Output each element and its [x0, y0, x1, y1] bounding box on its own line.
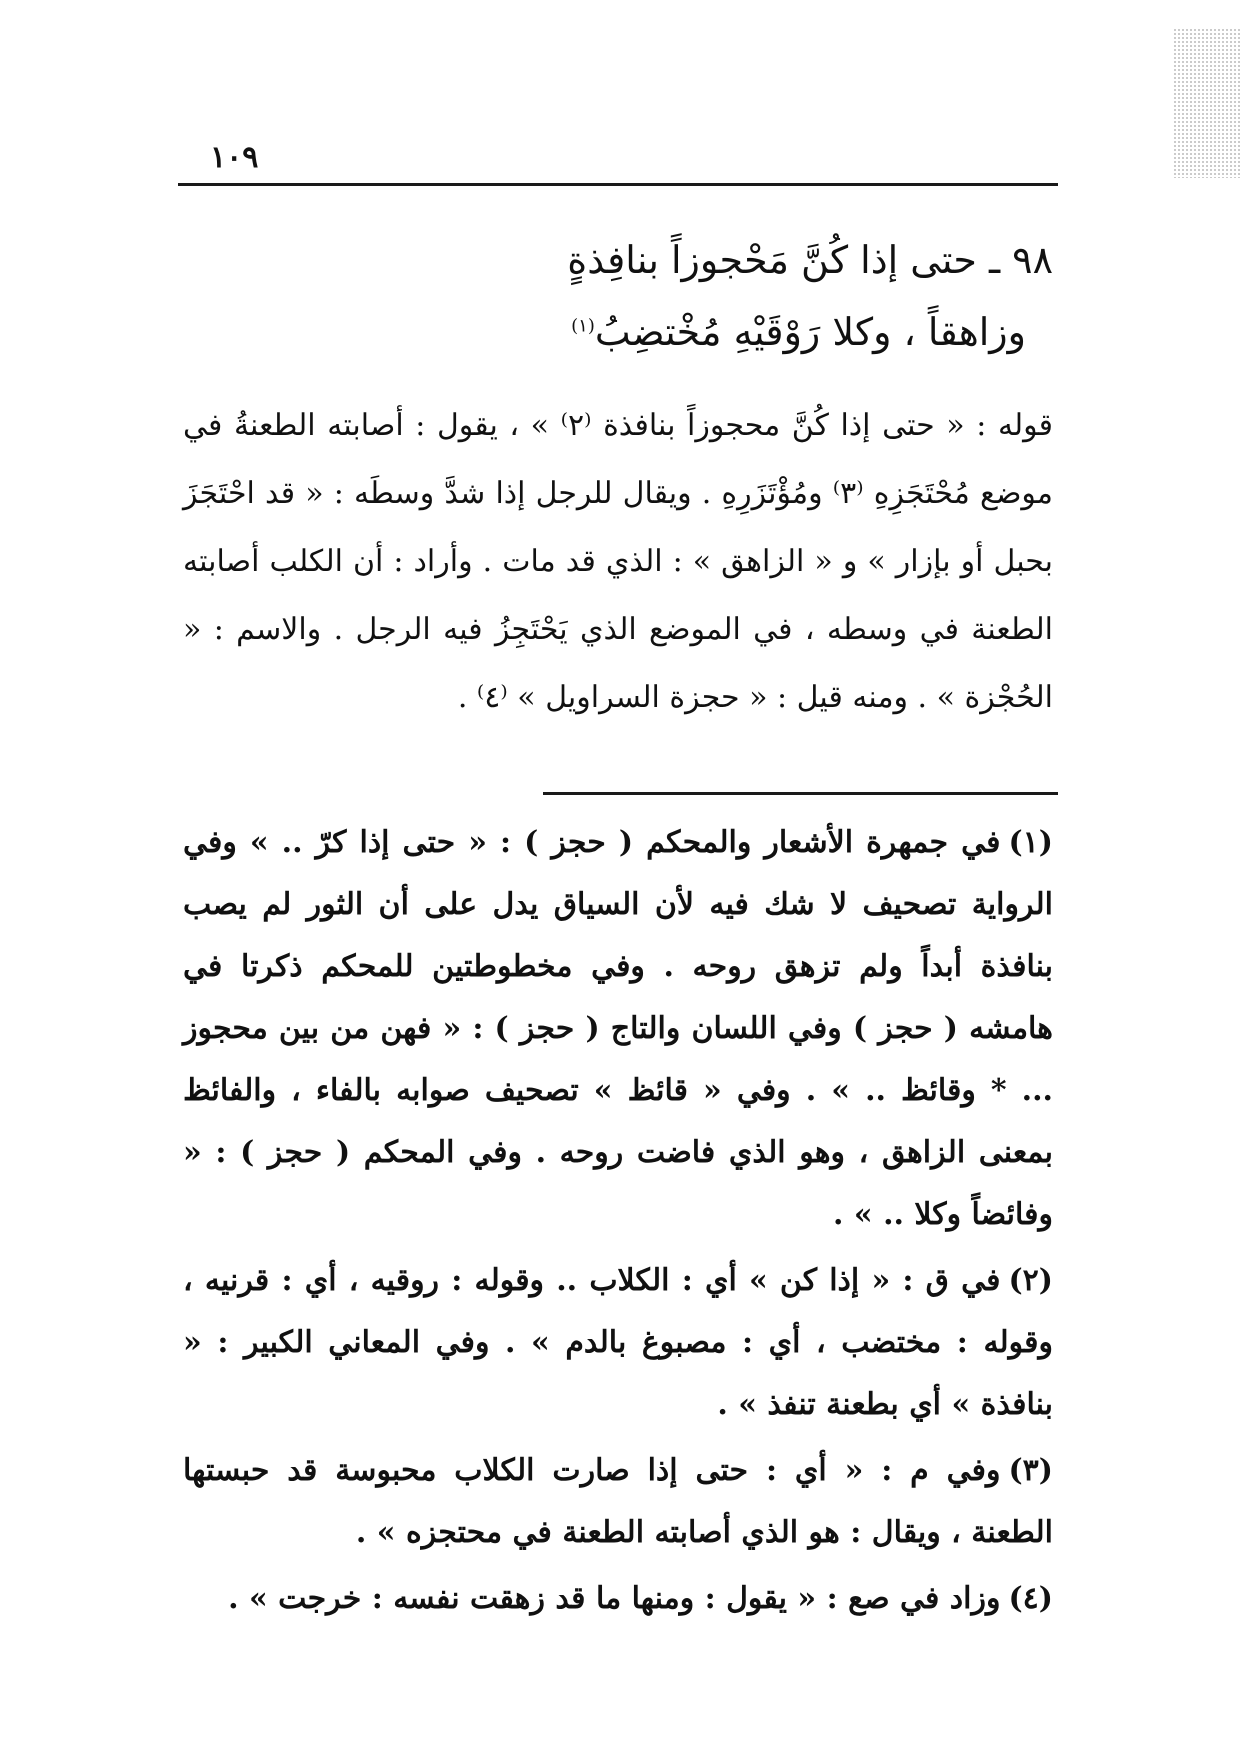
verse-line-1: ٩٨ ـ حتى إذا كُنَّ مَحْجوزاً بنافِذةٍ	[567, 238, 1053, 282]
page-number: ١٠٩	[210, 140, 259, 175]
scan-speckle	[1173, 28, 1241, 178]
footnote-2-text: في ق : « إذا كن » أي : الكلاب .. وقوله : روقيه ، أي : قرنيه ، وقوله : مختضب ، أي : مصبوغ بالدم » . وفي المعاني الكبير : « بنافذة » أي بطعنة تنفذ » .	[183, 1263, 1053, 1422]
footnotes	[183, 812, 1053, 1634]
footnote-1-number: (١)	[1008, 825, 1053, 860]
footnote-1	[183, 812, 1053, 1246]
verse-line-2-text: وزاهقاً ، وكلا رَوْقَيْهِ مُخْتضِبُ	[594, 310, 1026, 354]
footnote-separator	[543, 792, 1058, 795]
verse-footnote-marker: (١)	[571, 315, 595, 337]
footnote-3-text: وفي م : « أي : حتى إذا صارت الكلاب محبوسة قد حبستها الطعنة ، ويقال : هو الذي أصابته الطعنة في محتجزه » .	[183, 1453, 1053, 1550]
footnote-3-number: (٣)	[1008, 1453, 1053, 1488]
footnote-3	[183, 1440, 1053, 1564]
verse-line-2	[571, 310, 1026, 354]
footnote-4-text: وزاد في صع : « يقول : ومنها ما قد زهقت نفسه : خرجت » .	[228, 1581, 1001, 1616]
footnote-1-text: في جمهرة الأشعار والمحكم ( حجز ) : « حتى إذا كرّ .. » وفي الرواية تصحيف لا شك فيه لأن السياق يدل على أن الثور لم يصب بنافذة أبداً ولم تزهق روحه . وفي مخطوطتين للمحكم ذكرتا في هامشه ( حجز ) وفي اللسان والتاج ( حجز ) : « فهن من بين محجوز ... * وقائظ .. » . وفي « قائظ » تصحيف صوابه بالفاء ، والفائظ بمعنى الزاهق ، وهو الذي فاضت روحه . وفي المحكم ( حجز ) : « وفائضاً وكلا .. » .	[183, 825, 1053, 1232]
footnote-4	[183, 1568, 1053, 1630]
commentary-paragraph: قوله : « حتى إذا كُنَّ محجوزاً بنافذة ⁽٢⁾ » ، يقول : أصابته الطعنةُ في موضع مُحْتَجَزِهِ ⁽٣⁾ ومُؤْتَزَرِهِ . ويقال للرجل إذا شدَّ وسطَه : « قد احْتَجَزَ بحبل أو بإزار » و « الزاهق » : الذي قد مات . وأراد : أن الكلب أصابته الطعنة في وسطه ، في الموضع الذي يَحْتَجِزُ فيه الرجل . والاسم : « الحُجْزة » . ومنه قيل : « حجزة السراويل » ⁽٤⁾ .	[183, 408, 1054, 715]
footnote-2-number: (٢)	[1008, 1263, 1053, 1298]
footnote-4-number: (٤)	[1008, 1581, 1053, 1616]
header-rule	[178, 183, 1058, 186]
footnote-2	[183, 1250, 1053, 1436]
